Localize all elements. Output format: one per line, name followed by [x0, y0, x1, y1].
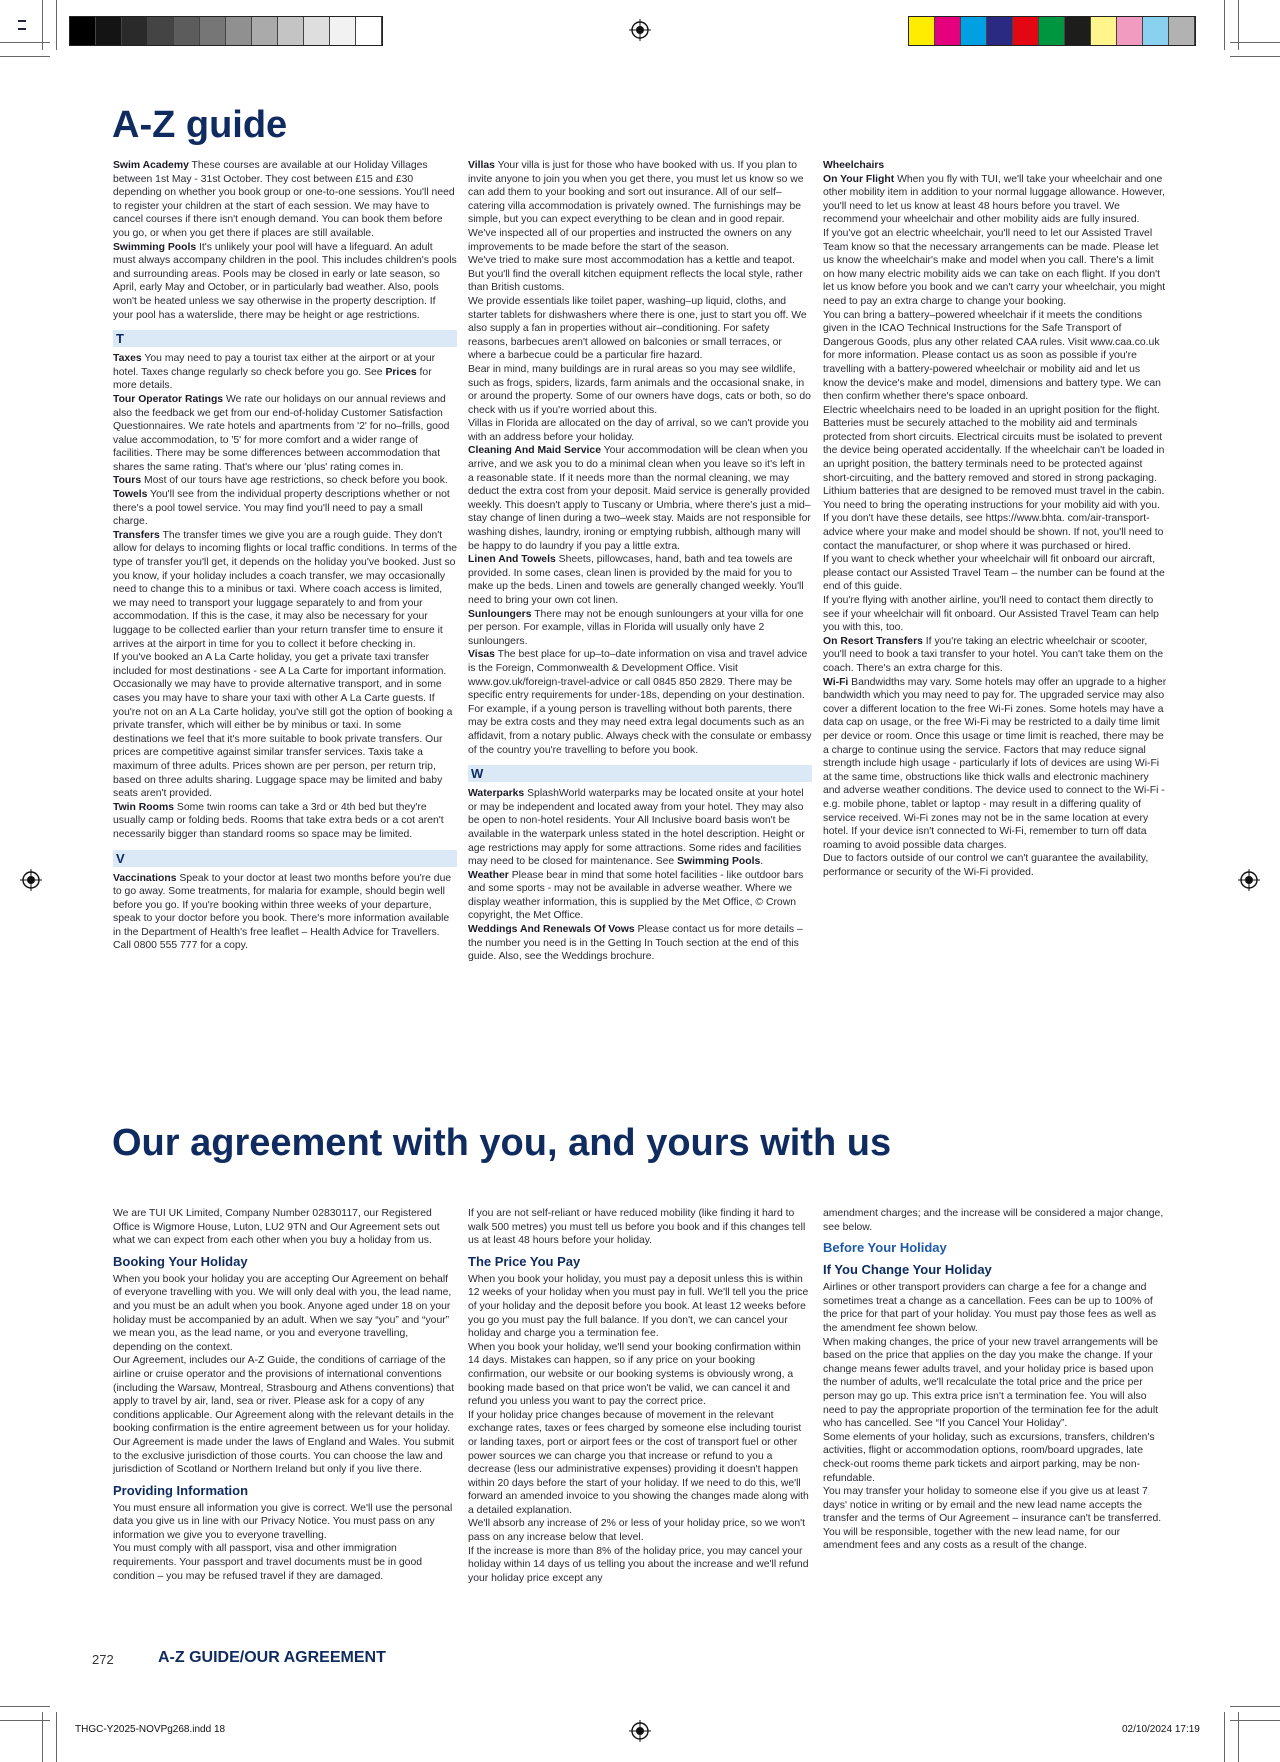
paragraph-agreement-includes: Our Agreement, includes our A-Z Guide, the conditions of carriage of the airline or cruise operator and the provisions of international conventions (including the Warsaw, Montreal, Strasbourg and Athens conventions) that apply to travel by air, land, sea or river. Please ask for a copy of any conditions applicable. Our Agreement along with the relevant details in the booking confirmation is the entire agreement between us for your holiday.: [113, 1355, 454, 1435]
paragraph-kettle: We've tried to make sure most accommodation has a kettle and teapot. But you'll find the overall kitchen equipment reflects the local style, rather than British customs.: [468, 255, 803, 294]
color-swatch: [987, 17, 1013, 45]
crop-mark: [0, 1706, 50, 1707]
letter-heading-t: T: [113, 330, 457, 347]
color-swatch: [1013, 17, 1039, 45]
entry-villas: Villas Your villa is just for those who have booked with us. If you plan to invite anyone to join you when you get there, you must let us know so we can add them to your booking and sort out insurance. All of our self–catering villa accommodation is privately owned. The furnishings may be simple, but you can expect everything to be clean and in good repair. We've inspected all of our properties and instructed the owners on any improvements to be made before the start of the season.: [468, 160, 804, 253]
color-swatch: [1169, 17, 1195, 45]
entry-waterparks: Waterparks SplashWorld waterparks may be located onsite at your hotel or may be independent and located away from your hotel. They may also be open to non-hotel residents. Your All Inclusive board basis won't be available in the waterpark unless stated in the hotel description. Height or age restrictions may apply for some attractions. Some rides and facilities may need to be closed for maintenance. See Swimming Pools.: [468, 788, 805, 868]
letter-heading-v: V: [113, 850, 457, 867]
prices-reference-link[interactable]: Prices: [385, 366, 417, 378]
paragraph-booking: When you book your holiday you are accepting Our Agreement on behalf of everyone travelling with you. We will only deal with you, the lead name, and you must be an adult when you book. Anyone aged under 18 on your holiday must be accompanied by an adult. When we say “you” and “your” we mean you, as the lead name, or you and everyone travelling, depending on the context.: [113, 1273, 452, 1353]
entry-transfers: Transfers The transfer times we give you are a rough guide. They don't allow for delays to incoming flights or local traffic conditions. In terms of the type of transfer you'll get, it depends on the holiday you've booked. Just so you know, if your holiday includes a coach transfer, we may occasionally need to change this to a minibus or taxi. Where coach access is limited, we may need to transport your luggage separately to and from your accommodation. If this is the case, it may also be necessary for your luggage to be collected earlier than your return transfer time to ensure it arrives at the airport in time for you to collect it before checking in.: [113, 529, 458, 650]
paragraph-price-changes: If your holiday price changes because of movement in the relevant exchange rates, taxes or fees charged by someone else including tourist or landing taxes, port or airport fees or the cost of transport fuel or other power sources we can charge you that increase or refund to you a decrease (less our administrative expenses) providing it doesn't happen within 20 days before the start of your holiday. If we need to do this, we'll forward an amended invoice to you showing the changes made along with a detailed explanation.: [468, 1409, 809, 1516]
paragraph-essentials: We provide essentials like toilet paper, washing–up liquid, cloths, and starter tablets for dishwashers where there is one, just to start you off. We also supply a fan in properties without air–conditioning. For safety reasons, barbecues aren't allowed on balconies or small terraces, or where a barbecue could be a particular fire hazard.: [468, 295, 807, 362]
az-column-3: [823, 159, 1167, 879]
crop-mark: [56, 0, 57, 50]
paragraph-deposit: When you book your holiday, you must pay a deposit unless this is within 12 weeks of your holiday when you must pay in full. We'll tell you the price of your holiday and the deposit before you book. At least 12 weeks before you go you must pay the full balance. If you don't, we can cancel your holiday and charge you a termination fee.: [468, 1273, 809, 1340]
paragraph-florida-villas: Villas in Florida are allocated on the day of arrival, so we can't provide you with an address before your holiday.: [468, 418, 809, 443]
agreement-title: Our agreement with you, and yours with us: [112, 1122, 892, 1164]
color-swatch: [1117, 17, 1143, 45]
crop-mark: [1224, 1712, 1225, 1762]
crop-mark: [0, 42, 50, 43]
heading-if-you-change: If You Change Your Holiday: [823, 1262, 992, 1278]
paragraph-a-la-carte: If you've booked an A La Carte holiday, you get a private taxi transfer included for most destinations - see A La Carte for important information. Occasionally we may have to provide alternative transport, and in some cases you may have to share your taxi with other A La Carte guests. If you're not on an A La Carte holiday, you've still got the option of booking a private transfer, which will either be by minibus or taxi. In some destinations we feel that it's more suitable to book private transfers. Our prices are competitive against similar transfer services. Taxis take a maximum of three adults. Prices shown are per person, per return trip, based on three adults sharing. Luggage space may be limited and baby seats aren't provided.: [113, 652, 453, 800]
entry-visas: Visas The best place for up–to–date information on visa and travel advice is the Foreign, Commonwealth & Development Office. Visit www.gov.uk/foreign-travel-advice or call 0845 850 2829. There may be specific entry requirements for under-18s, depending on your destination. For example, if a young person is travelling without both parents, there may be extra costs and they may need extra legal documents such as an affidavit, from a notary public. Always check with the consulate or embassy of the country you're travelling to before you book.: [468, 649, 812, 756]
agreement-column-2: [468, 1207, 812, 1585]
slug-date-time: 02/10/2024 17:19: [1122, 1724, 1200, 1735]
crop-mark: [56, 1712, 57, 1762]
color-swatch: [935, 17, 961, 45]
paragraph-airline-fees: Airlines or other transport providers can charge a fee for a change and sometimes treat a change as a cancellation. Fees can be up to 100% of the price for that part of your holiday. You must pay those fees as well as the amendment fee shown below.: [823, 1282, 1157, 1334]
heading-providing-information: Providing Information: [113, 1482, 249, 1498]
paragraph-operating-instructions: You need to bring the operating instructions for your mobility aid with you. If you don't have these details, see https://www.bhta. com/air-transport-advice where your make and model should be shown. If not, you'll need to contact the manufacturer, or shop where it was purchased or hired.: [823, 499, 1164, 552]
running-head: A-Z GUIDE/OUR AGREEMENT: [158, 1649, 386, 1666]
color-swatch: [1039, 17, 1065, 45]
entry-taxes: Taxes You may need to pay a tourist tax either at the airport or at your hotel. Taxes change regularly so check before you go. See Prices for more details.: [113, 353, 436, 392]
entry-on-your-flight: On Your Flight When you fly with TUI, we'll take your wheelchair and one other mobility item in addition to your normal luggage allowance. However, you'll need to let us know at least 48 hours before you travel. We recommend your wheelchair and other mobility aids are fully insured.: [823, 173, 1165, 226]
color-profile-mark: [18, 20, 26, 30]
entry-wi-fi: Wi-Fi Bandwidths may vary. Some hotels may offer an upgrade to a higher bandwidth which you may need to pay for. The upgraded service may also cover a different location to the free Wi-Fi zones. Some hotels may have a data cap on usage, or the free Wi-Fi may be restricted to a daily time limit per device or room. Once this usage or time limit is reached, there may be a charge to continue using the service. Factors that may reduce signal strength include high usage - particularly if lots of devices are using Wi-Fi at the same time, obstructions like thick walls and electronic machinery and adverse weather conditions. The device used to connect to the Wi-Fi - e.g. mobile phone, tablet or laptop - may result in a differing quality of service received. Wi-Fi zones may not be in the same location at every hotel. If your device isn't connected to Wi-Fi, remember to turn off data roaming to avoid possible data charges.: [823, 676, 1167, 851]
crop-mark: [1224, 0, 1225, 50]
entry-swim-academy: Swim Academy These courses are available at our Holiday Villages between 1st May - 31st October. They cost between £15 and £30 depending on whether you book group or one-to-one sessions. You'll need to register your children at the start of each session. We may have to cancel courses if there isn't enough demand. You can book them before you go, or when you get there if places are still available.: [113, 160, 455, 239]
heading-price-you-pay: The Price You Pay: [468, 1253, 581, 1269]
paragraph-other-airline: If you're flying with another airline, you'll need to contact them directly to see if your wheelchair will fit onboard. Our Assisted Travel Team can help you with this, too.: [823, 595, 1159, 634]
color-calibration-bar: [908, 16, 1196, 46]
agreement-column-3: [823, 1207, 1167, 1553]
paragraph-rural-wildlife: Bear in mind, many buildings are in rural areas so you may see wildlife, such as frogs, spiders, lizards, farm animals and the occasional snake, in or around the property. Some of our owners have dogs, cats or both, so do check with us if you're worried about this.: [468, 363, 811, 416]
paragraph-wifi-guarantee: Due to factors outside of our control we can't guarantee the availability, performance or security of the Wi-Fi provided.: [823, 853, 1149, 878]
grey-swatch: [252, 17, 278, 45]
paragraph-upright-loading: Electric wheelchairs need to be loaded in an upright position for the flight. Batteries must be securely attached to the mobility aid and terminals protected from short circuits. Electrical circuits must be isolated to prevent the device being operated accidentally. If the wheelchair can't be loaded in an upright position, the battery terminals need to be protected against short-circuiting, and the battery removed and stored in strong packaging. Lithium batteries that are designed to be removed must travel in the cabin.: [823, 404, 1165, 498]
crop-mark: [1230, 42, 1280, 43]
color-swatch: [961, 17, 987, 45]
crop-mark: [1230, 56, 1280, 57]
grey-swatch: [174, 17, 200, 45]
entry-towels: Towels You'll see from the individual property descriptions whether or not there's a pool towel service. You may find you'll need to pay a small charge.: [113, 489, 450, 528]
grey-swatch: [278, 17, 304, 45]
paragraph-non-refundable: Some elements of your holiday, such as excursions, transfers, children's activities, flight or accommodation options, room/board upgrades, late check-out rooms theme park tickets and airport parking, may be non-refundable.: [823, 1431, 1155, 1484]
grey-swatch: [304, 17, 330, 45]
crop-mark: [0, 1720, 50, 1721]
color-swatch: [1065, 17, 1091, 45]
page-number: 272: [92, 1652, 114, 1667]
paragraph-information: You must ensure all information you give is correct. We'll use the personal data you give us in line with our Privacy Notice. You must pass on any information we give you to everyone travelling.: [113, 1502, 453, 1541]
entry-twin-rooms: Twin Rooms Some twin rooms can take a 3rd or 4th bed but they're usually camp or folding beds. Rooms that take extra beds or a cot aren't necessarily bigger than standard rooms so space may be limited.: [113, 801, 444, 840]
paragraph-check-fit: If you want to check whether your wheelchair will fit onboard our aircraft, please contact our Assisted Travel Team – the number can be found at the end of this guide.: [823, 554, 1165, 593]
paragraph-large-increase: If the increase is more than 8% of the holiday price, you may cancel your holiday within 14 days of us telling you about the increase and we'll refund your holiday price except any: [468, 1545, 809, 1584]
entry-tour-operator-ratings: Tour Operator Ratings We rate our holidays on our annual reviews and also the feedback we get from our end-of-holiday Customer Satisfaction Questionnaires. We rate hotels and apartments from '2' for no–frills, good value accommodation, to '5' for more comfort and a wider range of facilities. There may be some differences between accommodation that shares the same rating. That's where our 'plus' rating comes in.: [113, 393, 450, 473]
entry-swimming-pools: Swimming Pools It's unlikely your pool will have a lifeguard. An adult must always accompany children in the pool. This includes children's pools and surrounding areas. Pools may be closed in early or late season, so April, early May and October, or in particularly bad weather. Also, pools won't be heated unless we say otherwise in the property description. If your pool has a waterslide, there may be height or age restrictions.: [113, 241, 457, 321]
letter-heading-w: W: [468, 765, 812, 782]
color-swatch: [1143, 17, 1169, 45]
agreement-column-1: [113, 1207, 457, 1583]
entry-tours: Tours Most of our tours have age restrictions, so check before you book.: [113, 475, 448, 487]
grey-calibration-bar: [69, 16, 383, 46]
paragraph-battery-wheelchair: You can bring a battery–powered wheelchair if it meets the conditions given in the ICAO Technical Instructions for the Safe Transport of Dangerous Goods, plus any other related CAA rules. Visit www.caa.co.uk for more information. Please contact us as soon as possible if you're travelling with a battery-powered wheelchair or mobility aid and let us know the device's make and model, dimensions and battery type. We can then confirm whether there's space onboard.: [823, 309, 1161, 403]
entry-linen-towels: Linen And Towels Sheets, pillowcases, hand, bath and tea towels are provided. In some cases, clean linen is provided by the maid for you to make up the beds. Linen and towels are generally changed weekly. You'll need to bring your own cot linen.: [468, 554, 804, 606]
grey-swatch: [200, 17, 226, 45]
az-guide-title: A-Z guide: [112, 104, 288, 146]
paragraph-reduced-mobility: If you are not self-reliant or have reduced mobility (like finding it hard to walk 500 metres) you must tell us before you book and if this changes tell us at least 48 hours before your holiday.: [468, 1208, 806, 1247]
paragraph-booking-confirmation: When you book your holiday, we'll send your booking confirmation within 14 days. Mistakes can happen, so if any price on your booking confirmation, our website or our booking systems is obviously wrong, a booking made based on that price won't be valid, we can cancel it and refund you unless you want to pay the correct price.: [468, 1341, 801, 1408]
az-column-1: [113, 159, 457, 953]
crop-mark: [1230, 1706, 1280, 1707]
registration-mark-bottom: [629, 1720, 651, 1742]
registration-mark-left: [20, 869, 42, 891]
grey-swatch: [70, 17, 96, 45]
heading-before-your-holiday: Before Your Holiday: [823, 1240, 947, 1256]
entry-on-resort-transfers: On Resort Transfers If you're taking an electric wheelchair or scooter, you'll need to book a taxi transfer to your hotel. You can't take them on the coach. There's an extra charge for this.: [823, 635, 1164, 674]
entry-weather: Weather Please bear in mind that some hotel facilities - like outdoor bars and some sports - may not be available in adverse weather. Where we display weather information, this is supplied by the Met Office, © Crown copyright, the Met Office.: [468, 869, 804, 922]
paragraph-electric-wheelchair: If you've got an electric wheelchair, you'll need to let our Assisted Travel Team know so that the necessary arrangements can be made. Please let us know the wheelchair's make and model when you call. There's a limit on how many electric mobility aids we can take on each flight. If you don't let us know before you book and we can't carry your wheelchair, you might need to pay an extra charge to change your booking.: [823, 227, 1166, 307]
crop-mark: [1230, 1720, 1280, 1721]
paragraph-governing-law: Our Agreement is made under the laws of England and Wales. You submit to the exclusive jurisdiction of those courts. You can choose the law and jurisdiction of Scotland or Northern Ireland but only if you live there.: [113, 1436, 454, 1476]
heading-booking-your-holiday: Booking Your Holiday: [113, 1253, 248, 1269]
color-swatch: [1091, 17, 1117, 45]
grey-swatch: [226, 17, 252, 45]
grey-swatch: [356, 17, 382, 45]
grey-swatch: [148, 17, 174, 45]
paragraph-company-intro: We are TUI UK Limited, Company Number 02830117, our Registered Office is Wigmore House, Luton, LU2 9TN and Our Agreement sets out what we can expect from each other when you buy a holiday from us.: [113, 1208, 440, 1247]
az-column-2: [468, 159, 812, 964]
paragraph-absorb-increase: We'll absorb any increase of 2% or less of your holiday price, so we won't pass on any increase below that level.: [468, 1518, 806, 1544]
grey-swatch: [330, 17, 356, 45]
registration-mark-right: [1238, 869, 1260, 891]
crop-mark: [0, 56, 50, 57]
entry-sunloungers: Sunloungers There may not be enough sunloungers at your villa for one per person. For example, villas in Florida will usually only have 2 sunloungers.: [468, 608, 804, 647]
entry-wheelchairs-heading: Wheelchairs: [823, 160, 885, 171]
grey-swatch: [96, 17, 122, 45]
paragraph-transfer-holiday: You may transfer your holiday to someone else if you give us at least 7 days' notice in writing or by email and the new lead name accepts the transfer and the terms of Our Agreement – insurance can't be transferred. You will be responsible, together with the new lead name, for our amendment fees and any costs as a result of the change.: [823, 1486, 1162, 1552]
paragraph-new-arrangements: When making changes, the price of your new travel arrangements will be based on the price that applies on the day you make the change. If your change means fewer adults travel, and your holiday price is based upon the number of adults, we'll recalculate the total price and the price per person may go up. This extra price isn't a termination fee. You will also need to pay the appropriate proportion of the termination fee for the adult who has cancelled. See “If you Cancel Your Holiday”.: [823, 1336, 1159, 1430]
paragraph-amendment-charges: amendment charges; and the increase will be considered a major change, see below.: [823, 1208, 1164, 1233]
registration-mark-top: [629, 19, 651, 41]
color-swatch: [909, 17, 935, 45]
entry-cleaning-maid-service: Cleaning And Maid Service Your accommodation will be clean when you arrive, and we ask you to do a minimal clean when you leave so it's left in a reasonable state. If it needs more than the normal cleaning, we may deduct the extra cost from your deposit. Maid service is generally provided weekly. This doesn't apply to Tuscany or Umbria, where there's just a mid–stay change of linen during a two–week stay. Maids are not responsible for washing dishes, laundry, ironing or emptying rubbish, although many will be happy to do laundry if you pay a little extra.: [468, 445, 811, 552]
entry-vaccinations: Vaccinations Speak to your doctor at least two months before you're due to go away. Some treatments, for malaria for example, should begin well before you go. If you're booking within three weeks of your departure, speak to your doctor before you book. There's more information available in the Department of Health's free leaflet – Health Advice for Travellers. Call 0800 555 777 for a copy.: [113, 872, 452, 952]
slug-file-info: THGC-Y2025-NOVPg268.indd 18: [75, 1724, 226, 1735]
swimming-pools-reference-link[interactable]: Swimming Pools: [677, 856, 761, 868]
grey-swatch: [122, 17, 148, 45]
paragraph-passport: You must comply with all passport, visa and other immigration requirements. Your passport and travel documents must be in good condition – you may be refused travel if they are damaged.: [113, 1543, 423, 1582]
entry-weddings: Weddings And Renewals Of Vows Please contact us for more details – the number you need is in the Getting In Touch section at the end of this guide. Also, see the Weddings brochure.: [468, 924, 803, 963]
